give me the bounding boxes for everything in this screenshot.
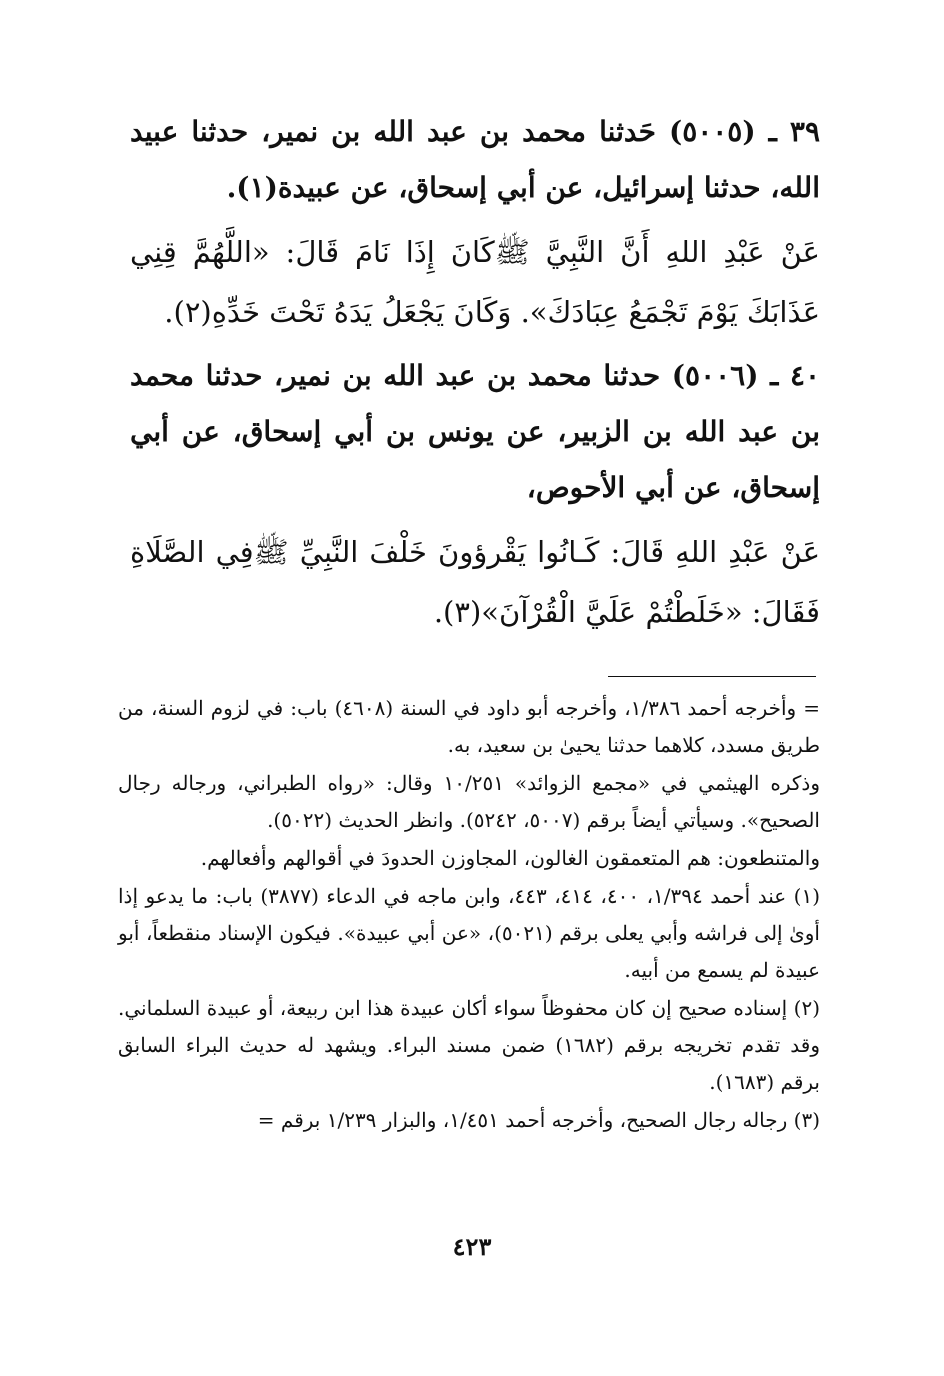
footnote-3: (٣) رجاله رجال الصحيح، وأخرجه أحمد ١/٤٥١، والبزار ١/٢٣٩ برقم = bbox=[257, 1108, 820, 1132]
footnote-1: (١) عند أحمد ١/٣٩٤، ٤٠٠، ٤١٤، ٤٤٣، وابن ماجه في الدعاء (٣٨٧٧) باب: ما يدعو إذا أوىٰ إلى فراشه وأبي يعلى برقم (٥٠٢١)، «عن أبي عبيدة». فيكون الإسناد منقطعاً، أبو عبيدة لم يسمع من أبيه. bbox=[118, 884, 821, 982]
footnote-separator bbox=[608, 676, 816, 677]
footnote-continued: = وأخرجه أحمد ١/٣٨٦، وأخرجه أبو داود في السنة (٤٦٠٨) باب: في لزوم السنة، من طريق مسدد، كلاهما حدثنا يحيىٰ بن سعيد، به. bbox=[118, 696, 820, 757]
hadith-40-isnad: ٤٠ ـ (٥٠٠٦) حدثنا محمد بن عبد الله بن نمير، حدثنا محمد بن عبد الله بن الزبير، عن يونس بن أبي إسحاق، عن أبي إسحاق، عن أبي الأحوص، bbox=[130, 359, 821, 504]
page-number: ٤٢٣ bbox=[452, 1232, 492, 1261]
footnote-haythami: وذكره الهيثمي في «مجمع الزوائد» ١٠/٢٥١ وقال: «رواه الطبراني، ورجاله رجال الصحيح». وسيأتي أيضاً برقم (٥٠٠٧، ٥٢٤٢). وانظر الحديث (٥٠٢٢). bbox=[118, 771, 820, 832]
main-text bbox=[130, 104, 820, 642]
hadith-39-isnad: ٣٩ ـ (٥٠٠٥) حَدثنا محمد بن عبد الله بن نمير، حدثنا عبيد الله، حدثنا إسرائيل، عن أبي إسحاق، عن عبيدة(١). bbox=[130, 115, 820, 204]
footnote-mutanattiun: والمتنطعون: هم المتعمقون الغالون، المجاوزن الحدودَ في أقوالهم وأفعالهم. bbox=[200, 846, 820, 870]
footnotes bbox=[118, 690, 820, 1139]
hadith-40-matn: عَنْ عَبْدِ اللهِ قَالَ: كَـانُوا يَقْرؤونَ خَلْفَ النَّبِيِّ ﷺفِي الصَّلَاةِ فَقَالَ: «خَلَطْتُمْ عَلَيَّ الْقُرْآنَ»(٣). bbox=[130, 535, 820, 629]
footnote-2: (٢) إسناده صحيح إن كان محفوظاً سواء أكان عبيدة هذا ابن ربيعة، أو عبيدة السلماني. وقد تقدم تخريجه برقم (١٦٨٢) ضمن مسند البراء. ويشهد له حديث البراء السابق برقم (١٦٨٣). bbox=[118, 996, 820, 1094]
hadith-39-matn: عَنْ عَبْدِ اللهِ أَنَّ النَّبِيَّ ﷺكَانَ إِذَا نَامَ قَالَ: «اللَّهُمَّ قِنِي عَذَابَكَ يَوْمَ تَجْمَعُ عِبَادَكَ». وَكَانَ يَجْعَلُ يَدَهُ تَحْتَ خَدِّهِ(٢). bbox=[130, 235, 820, 329]
